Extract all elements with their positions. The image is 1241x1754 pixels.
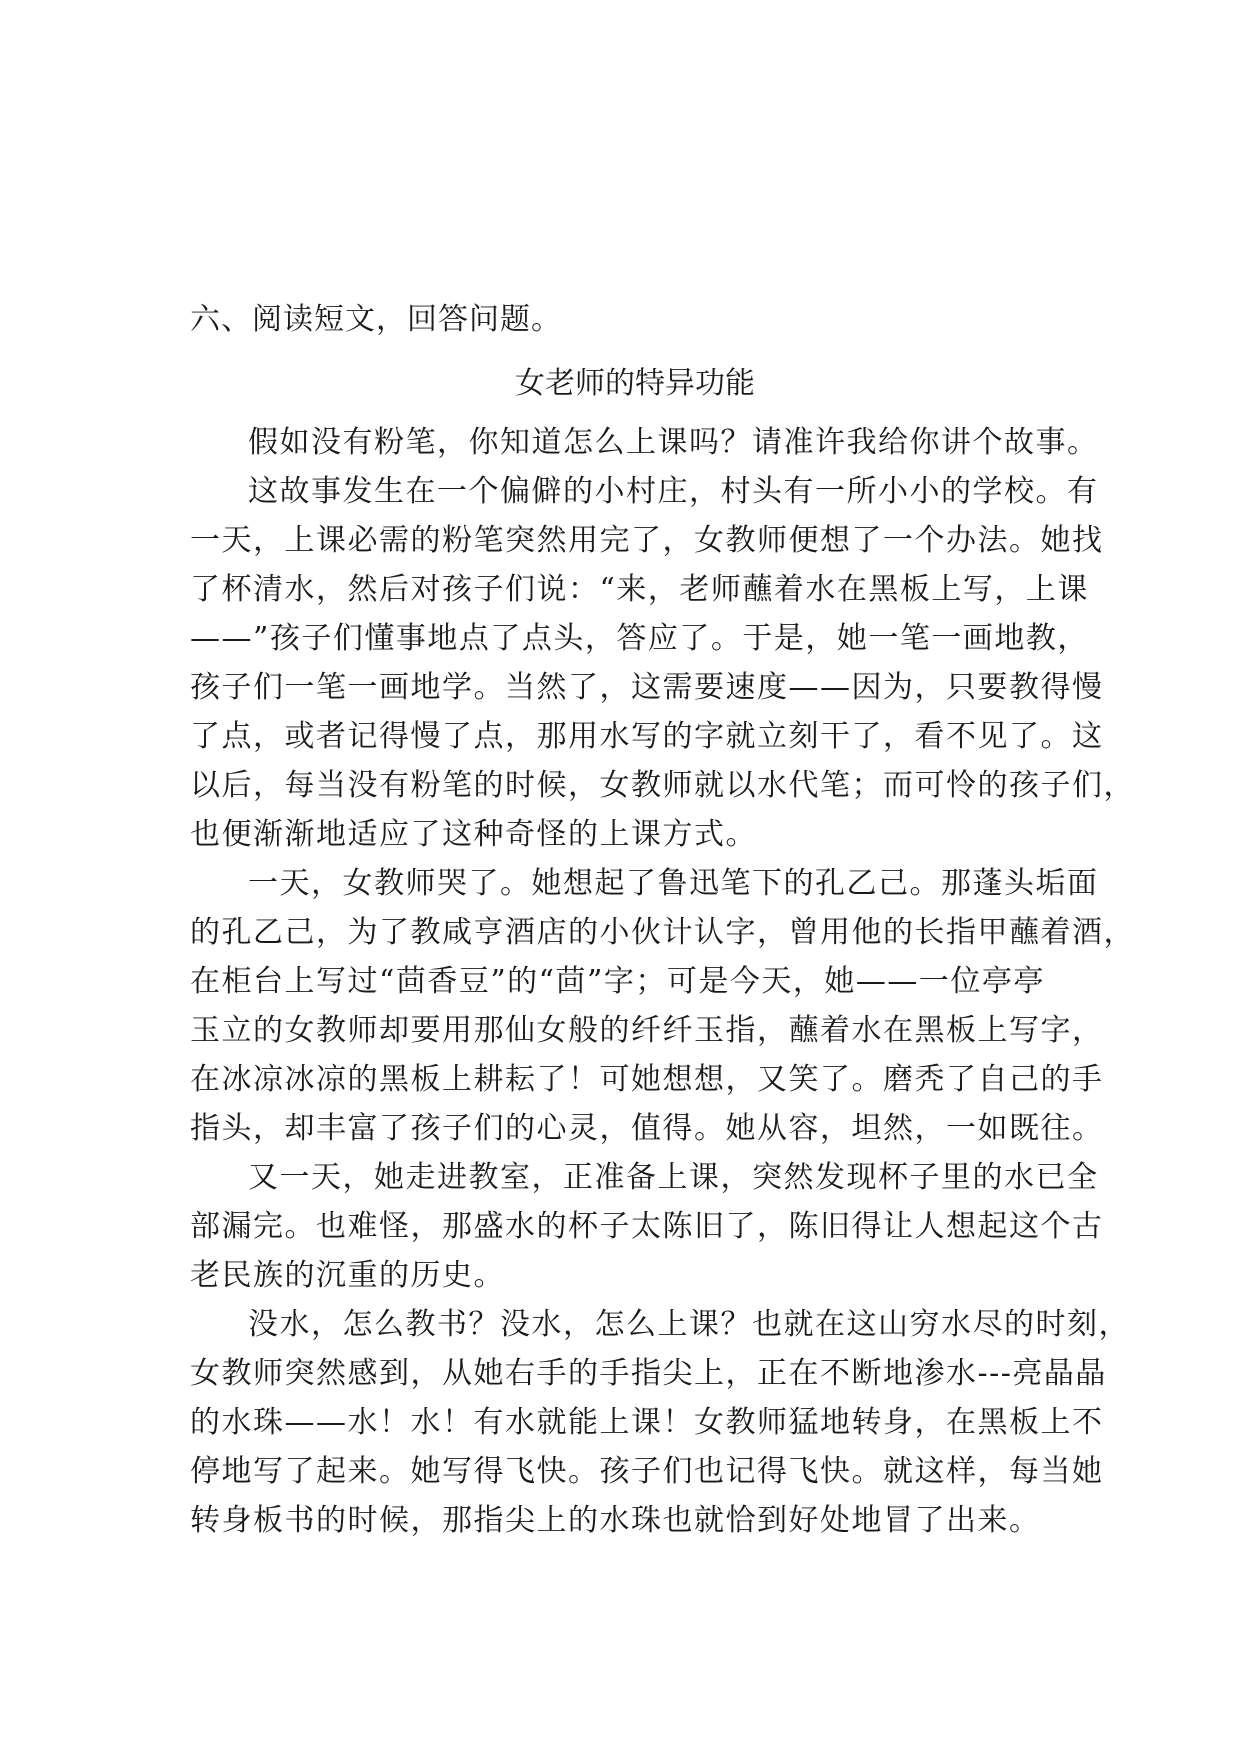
paragraph-line: ——”孩子们懂事地点了点头，答应了。于是，她一笔一画地教，: [190, 621, 1089, 656]
paragraph-line: 没水，怎么教书？没水，怎么上课？也就在这山穷水尽的时刻，: [248, 1307, 1130, 1342]
paragraph-line: 的孔乙己，为了教咸亨酒店的小伙计认字，曾用他的长指甲蘸着酒，: [190, 915, 1135, 950]
paragraph-line: 了杯清水，然后对孩子们说：“来，老师蘸着水在黑板上写，上课: [190, 572, 1089, 607]
paragraph-line: 部漏完。也难怪，那盛水的杯子太陈旧了，陈旧得让人想起这个古: [190, 1209, 1104, 1244]
paragraph-line: 也便渐渐地适应了这种奇怪的上课方式。: [190, 817, 757, 852]
paragraph-line: 玉立的女教师却要用那仙女般的纤纤玉指，蘸着水在黑板上写字，: [190, 1013, 1104, 1048]
paragraph-line: 孩子们一笔一画地学。当然了，这需要速度——因为，只要教得慢: [190, 670, 1104, 705]
paragraph-line: 这故事发生在一个偏僻的小村庄，村头有一所小小的学校。有: [248, 474, 1099, 509]
paragraph-line: 在冰凉冰凉的黑板上耕耘了！可她想想，又笑了。磨秃了自己的手: [190, 1062, 1104, 1097]
paragraph-4: [190, 1153, 1104, 1300]
paragraph-line: 以后，每当没有粉笔的时候，女教师就以水代笔；而可怜的孩子们，: [190, 768, 1135, 803]
paragraph-line: 指头，却丰富了孩子们的心灵，值得。她从容，坦然，一如既往。: [190, 1111, 1104, 1146]
paragraph-line: 老民族的沉重的历史。: [190, 1258, 505, 1293]
paragraph-3: [190, 859, 1135, 1153]
paragraph-line: 的水珠——水！水！有水就能上课！女教师猛地转身，在黑板上不: [190, 1405, 1104, 1440]
paragraph-line: 女教师突然感到，从她右手的手指尖上，正在不断地渗水---亮晶晶: [190, 1356, 1107, 1391]
document-page: [190, 296, 1135, 1545]
paragraph-line: 在柜台上写过“茴香豆”的“茴”字；可是今天，她——一位亭亭: [190, 964, 1045, 999]
article-title: 女老师的特异功能: [515, 366, 755, 401]
paragraph-line: 一天，女教师哭了。她想起了鲁迅笔下的孔乙己。那蓬头垢面: [248, 866, 1099, 901]
paragraph-line: 又一天，她走进教室，正准备上课，突然发现杯子里的水已全: [248, 1160, 1099, 1195]
paragraph-2: [190, 467, 1135, 859]
paragraph-line: 了点，或者记得慢了点，那用水写的字就立刻干了，看不见了。这: [190, 719, 1104, 754]
paragraph-1: [190, 418, 1099, 467]
paragraph-5: [190, 1300, 1130, 1545]
paragraph-line: 转身板书的时候，那指尖上的水珠也就恰到好处地冒了出来。: [190, 1503, 1041, 1538]
paragraph-line: 一天，上课必需的粉笔突然用完了，女教师便想了一个办法。她找: [190, 523, 1104, 558]
paragraph-line: 停地写了起来。她写得飞快。孩子们也记得飞快。就这样，每当她: [190, 1454, 1104, 1489]
section-heading: 六、阅读短文，回答问题。: [190, 302, 562, 337]
paragraph-line: 假如没有粉笔，你知道怎么上课吗？请准许我给你讲个故事。: [248, 425, 1099, 460]
